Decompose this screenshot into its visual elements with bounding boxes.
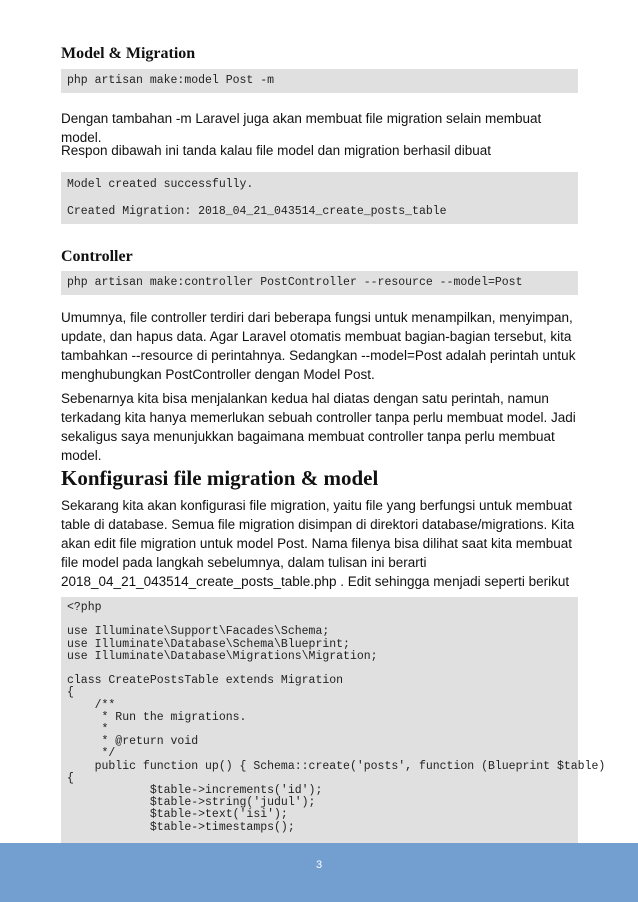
code-block-migration bbox=[61, 597, 606, 843]
code-block-model-output bbox=[61, 172, 578, 224]
paragraph-response: Respon dibawah ini tanda kalau file model dan migration berhasil dibuat bbox=[61, 143, 492, 158]
heading-config-migration: Konfigurasi file migration & model bbox=[61, 466, 379, 490]
heading-controller: Controller bbox=[61, 248, 133, 265]
code-block-make-model bbox=[61, 69, 578, 93]
paragraph-model-option: Dengan tambahan -m Laravel juga akan membuat file migration selain membuat model. bbox=[61, 111, 542, 145]
code-block-make-controller bbox=[61, 271, 578, 295]
code-make-controller: php artisan make:controller PostController --resource --model=Post bbox=[67, 276, 523, 289]
code-output-line-2: Created Migration: 2018_04_21_043514_create_posts_table bbox=[67, 205, 447, 218]
code-make-model: php artisan make:model Post -m bbox=[67, 74, 275, 87]
code-migration-class: <?php use Illuminate\Support\Facades\Schema; use Illuminate\Database\Schema\Blueprint; use Illuminate\Database\Migrations\Migration; class CreatePostsTable extends Migration { /** * Run the migrations. * * @return void */ public function up() { Schema::create('posts', function (Blueprint $table) { $table->increments('id'); $table->string('judul'); $table->text('isi'); $table->timestamps(); bbox=[67, 601, 606, 834]
heading-model-migration: Model & Migration bbox=[61, 45, 196, 62]
page-footer bbox=[0, 843, 638, 902]
paragraph-controller-usage: Umumnya, file controller terdiri dari beberapa fungsi untuk menampilkan, menyimpan, update, dan hapus data. Agar Laravel otomatis membuat bagian-bagian tersebut, kita tambahkan --resource di perintahnya. Sedangkan --model=Post adalah perintah untuk menghubungkan PostController dengan Model Post. bbox=[61, 310, 576, 382]
page-number: 3 bbox=[315, 859, 323, 871]
code-output-line-1: Model created successfully. bbox=[67, 178, 254, 191]
paragraph-controller-note: Sebenarnya kita bisa menjalankan kedua hal diatas dengan satu perintah, namun terkadang kita hanya memerlukan sebuah controller tanpa perlu membuat model. Jadi sekaligus saya menunjukkan bagaimana membuat controller tanpa perlu membuat model. bbox=[61, 391, 576, 463]
paragraph-config: Sekarang kita akan konfigurasi file migration, yaitu file yang berfungsi untuk membuat table di database. Semua file migration disimpan di direktori database/migrations. Kita akan edit file migration untuk model Post. Nama filenya bisa dilihat saat kita membuat file model pada langkah sebelumnya, dalam tulisan ini berarti 2018_04_21_043514_create_posts_table.php . Edit sehingga menjadi seperti berikut bbox=[61, 498, 575, 589]
